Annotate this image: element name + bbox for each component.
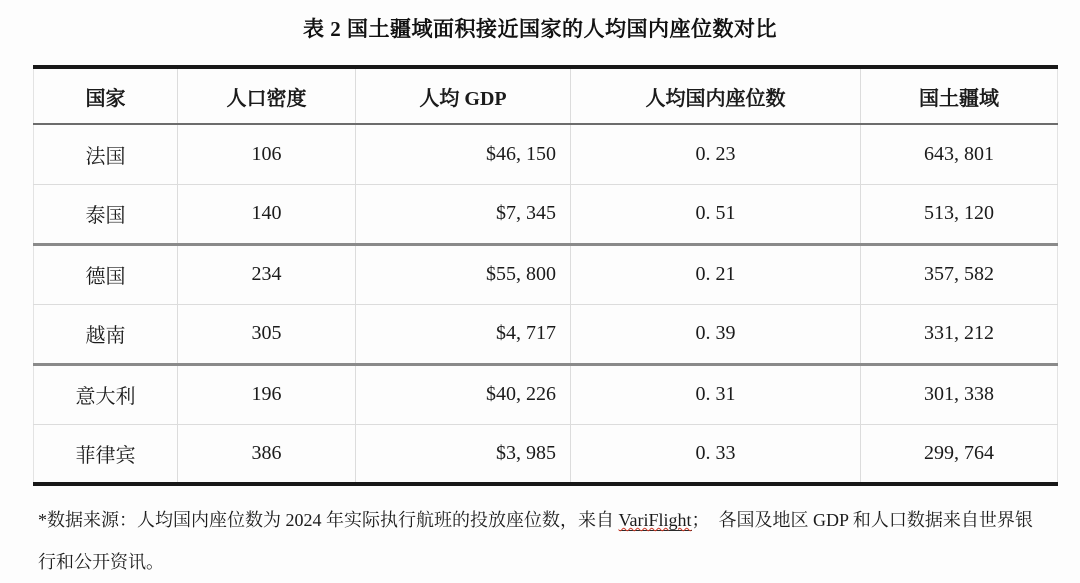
cell-seats: 0. 51	[571, 184, 861, 244]
footnote-text-after: ； 各国及地区 GDP 和人口数据来自世界银行和公开资讯。	[38, 510, 1033, 572]
column-header-country: 国家	[34, 67, 178, 124]
cell-territory: 331, 212	[924, 322, 994, 344]
cell-density: 234	[178, 244, 356, 304]
cell-gdp: $7, 345	[356, 184, 571, 244]
cell-seats: 0. 23	[571, 124, 861, 184]
cell-gdp: $46, 150	[356, 124, 571, 184]
column-header-gdp: 人均 GDP	[356, 67, 571, 124]
table-row-italy	[34, 364, 1058, 424]
cell-country: 德国	[34, 244, 178, 304]
table-row-germany	[34, 244, 1058, 304]
cell-density: 196	[178, 364, 356, 424]
cell-territory: 513, 120	[924, 202, 994, 224]
header-row	[34, 67, 1058, 124]
cell-country: 法国	[34, 124, 178, 184]
table-row-thailand	[34, 184, 1058, 244]
footnote-text-before: *数据来源：人均国内座位数为 2024 年实际执行航班的投放座位数，来自	[38, 510, 619, 530]
cell-density: 140	[178, 184, 356, 244]
cell-gdp: $4, 717	[356, 304, 571, 364]
cell-gdp: $40, 226	[356, 364, 571, 424]
cell-density: 305	[178, 304, 356, 364]
cell-seats: 0. 39	[571, 304, 861, 364]
cell-country: 泰国	[34, 184, 178, 244]
cell-seats: 0. 21	[571, 244, 861, 304]
cell-gdp: $55, 800	[356, 244, 571, 304]
cell-country: 菲律宾	[34, 424, 178, 484]
cell-seats: 0. 33	[571, 424, 861, 484]
cell-gdp: $3, 985	[356, 424, 571, 484]
column-header-territory: 国土疆域	[861, 67, 1058, 124]
cell-country: 意大利	[34, 364, 178, 424]
cell-territory: 357, 582	[924, 263, 994, 285]
cell-territory: 301, 338	[924, 383, 994, 405]
column-header-density: 人口密度	[178, 67, 356, 124]
cell-seats: 0. 31	[571, 364, 861, 424]
table-title: 表 2 国土疆域面积接近国家的人均国内座位数对比	[303, 17, 777, 41]
comparison-table	[33, 65, 1058, 486]
variflight-link: VariFlight	[618, 510, 692, 530]
table-row-vietnam	[34, 304, 1058, 364]
footnote	[38, 499, 1042, 583]
cell-density: 386	[178, 424, 356, 484]
cell-territory: 643, 801	[924, 142, 994, 165]
column-header-seats: 人均国内座位数	[571, 67, 861, 124]
cell-country: 越南	[34, 304, 178, 364]
cell-density: 106	[178, 124, 356, 184]
cell-territory: 299, 764	[924, 441, 994, 464]
table-row-france	[34, 124, 1058, 184]
table-row-philippines	[34, 424, 1058, 484]
